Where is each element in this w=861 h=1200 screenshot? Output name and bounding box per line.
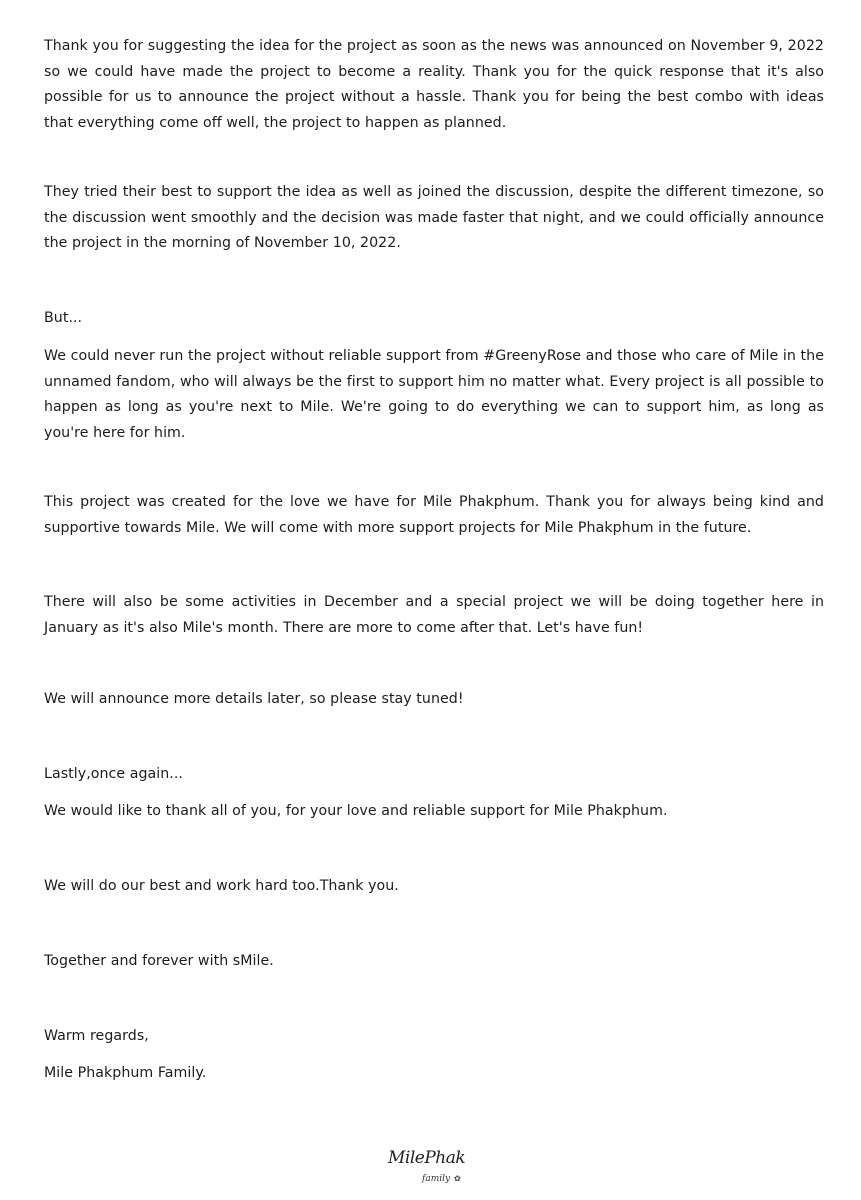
paragraph-support-discussion: They tried their best to support the idea as well as joined the discussion, despite the different timezone, so the discussion went smoothly and the decision was made faster that night, and we could officially announce the project in the morning of November 10, 2022. xyxy=(44,184,824,251)
flower-icon: ✿ xyxy=(454,1174,461,1183)
closing-signature: Mile Phakphum Family. xyxy=(44,1065,207,1081)
paragraph-lastly: Lastly,once again... xyxy=(44,766,183,782)
paragraph-thank-all: We would like to thank all of you, for your love and reliable support for Mile Phakphum. xyxy=(44,803,668,819)
paragraph-but: But... xyxy=(44,310,83,326)
paragraph-love-for-mile: This project was created for the love we have for Mile Phakphum. Thank you for always being kind and supportive towards Mile. We will come with more support projects for Mile Phakphum in the future. xyxy=(44,494,824,536)
logo-family-text: family xyxy=(422,1174,451,1184)
closing-warm-regards: Warm regards, xyxy=(44,1028,149,1044)
paragraph-greenyrose-support: We could never run the project without reliable support from #GreenyRose and those who care of Mile in the unnamed fandom, who will always be the first to support him no matter what. Every project is all possible to happen as long as you're next to Mile. We're going to do everything we can to support him, as long as you're here for him. xyxy=(44,348,824,441)
paragraph-stay-tuned: We will announce more details later, so please stay tuned! xyxy=(44,691,464,707)
paragraph-december-activities: There will also be some activities in December and a special project we will be doing together here in January as it's also Mile's month. There are more to come after that. Let's have fun! xyxy=(44,594,824,636)
paragraph-together-forever: Together and forever with sMile. xyxy=(44,953,274,969)
milephak-family-logo xyxy=(388,1148,484,1194)
paragraph-do-our-best: We will do our best and work hard too.Thank you. xyxy=(44,878,399,894)
paragraph-thanks-suggestion: Thank you for suggesting the idea for the project as soon as the news was announced on November 9, 2022 so we could have made the project to become a reality. Thank you for the quick response that it's also possible for us to announce the project without a hassle. Thank you for being the best combo with ideas that everything come off well, the project to happen as planned. xyxy=(44,38,824,131)
logo-script-text: MilePhak xyxy=(388,1148,466,1168)
